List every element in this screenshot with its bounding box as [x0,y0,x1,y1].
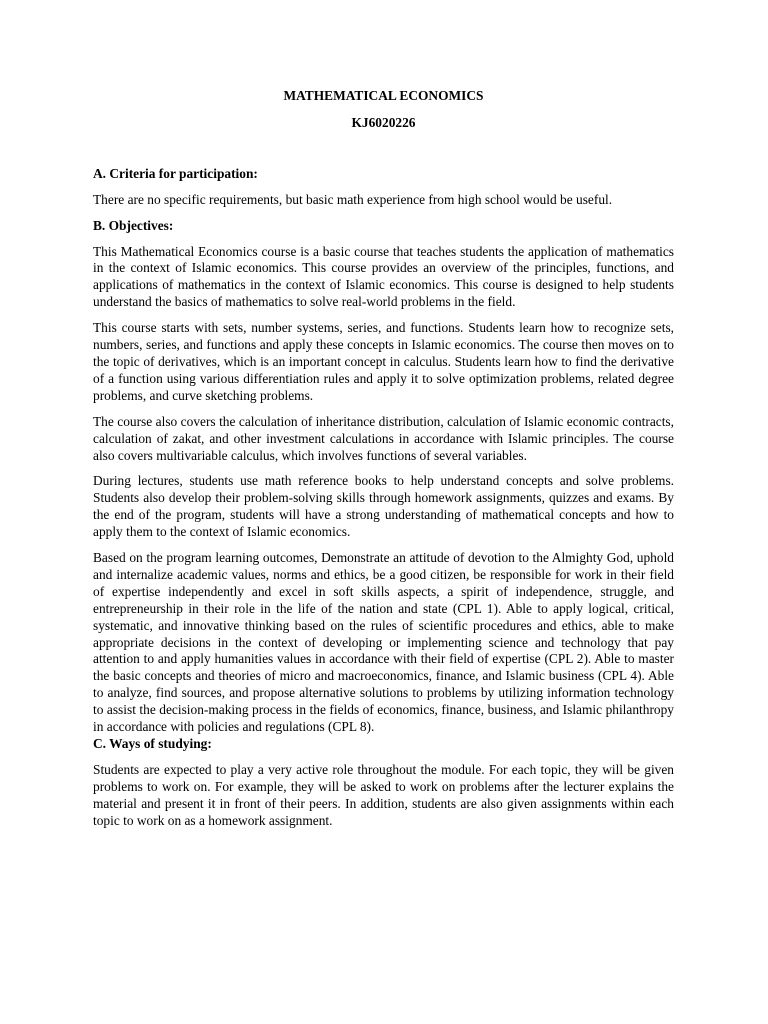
paragraph: This course starts with sets, number systems, series, and functions. Students learn how to recognize sets, numbers, series, and functions and apply these concepts in Islamic economics. The course then moves on to the topic of derivatives, which is an important concept in calculus. Students learn how to find the derivative of a function using various differentiation rules and apply it to solve optimization problems, related degree problems, and curve sketching problems. [93,320,674,403]
paragraph: This Mathematical Economics course is a basic course that teaches students the application of mathematics in the context of Islamic economics. This course provides an overview of the principles, functions, and applications of mathematics in the context of Islamic economics. This course is designed to help students understand the basics of mathematics to solve real-world problems in the field. [93,243,674,310]
paragraph: During lectures, students use math reference books to help understand concepts and solve problems. Students also develop their problem-solving skills through homework assignments, quizzes and exams. By the end of the program, students will have a strong understanding of mathematical concepts and how to apply them to the context of Islamic economics. [93,473,674,540]
course-code: KJ6020226 [351,114,416,130]
section-heading-objectives: B. Objectives: [93,217,174,233]
section-criteria [93,166,674,209]
paragraph: The course also covers the calculation of inheritance distribution, calculation of Islamic economic contracts, calculation of zakat, and other investment calculations in accordance with Islamic principles. The course also covers multivariable calculus, which involves functions of several variables. [93,413,674,463]
paragraph: Students are expected to play a very active role throughout the module. For each topic, they will be given problems to work on. For example, they will be asked to work on problems after the lecturer explains the material and present it in front of their peers. In addition, students are also given assignments within each topic to work on as a homework assignment. [93,761,674,828]
section-ways-of-studying [93,736,674,830]
paragraph: There are no specific requirements, but basic math experience from high school would be useful. [93,191,613,207]
section-heading-ways-of-studying: C. Ways of studying: [93,736,212,751]
document-title: MATHEMATICAL ECONOMICS [283,88,484,103]
section-objectives [93,218,674,736]
section-heading-criteria: A. Criteria for participation: [93,165,258,181]
document-page [93,88,674,839]
paragraph: Based on the program learning outcomes, Demonstrate an attitude of devotion to the Almighty God, uphold and internalize academic values, norms and ethics, be a good citizen, be responsible for work in their field of expertise independently and excel in soft skills aspects, a spirit of independence, struggle, and entrepreneurship in their role in the life of the nation and state (CPL 1). Able to apply logical, critical, systematic, and innovative thinking based on the rules of scientific procedures and ethics, able to make appropriate decisions in the context of developing or implementing science and technology that pay attention to and apply humanities values in accordance with their field of expertise (CPL 2). Able to master the basic concepts and theories of micro and macroeconomics, finance, and Islamic business (CPL 4). Able to analyze, find sources, and propose alternative solutions to problems by utilizing information technology to assist the decision-making process in the fields of economics, finance, business, and Islamic philanthropy in accordance with policies and regulations (CPL 8). [93,550,674,735]
